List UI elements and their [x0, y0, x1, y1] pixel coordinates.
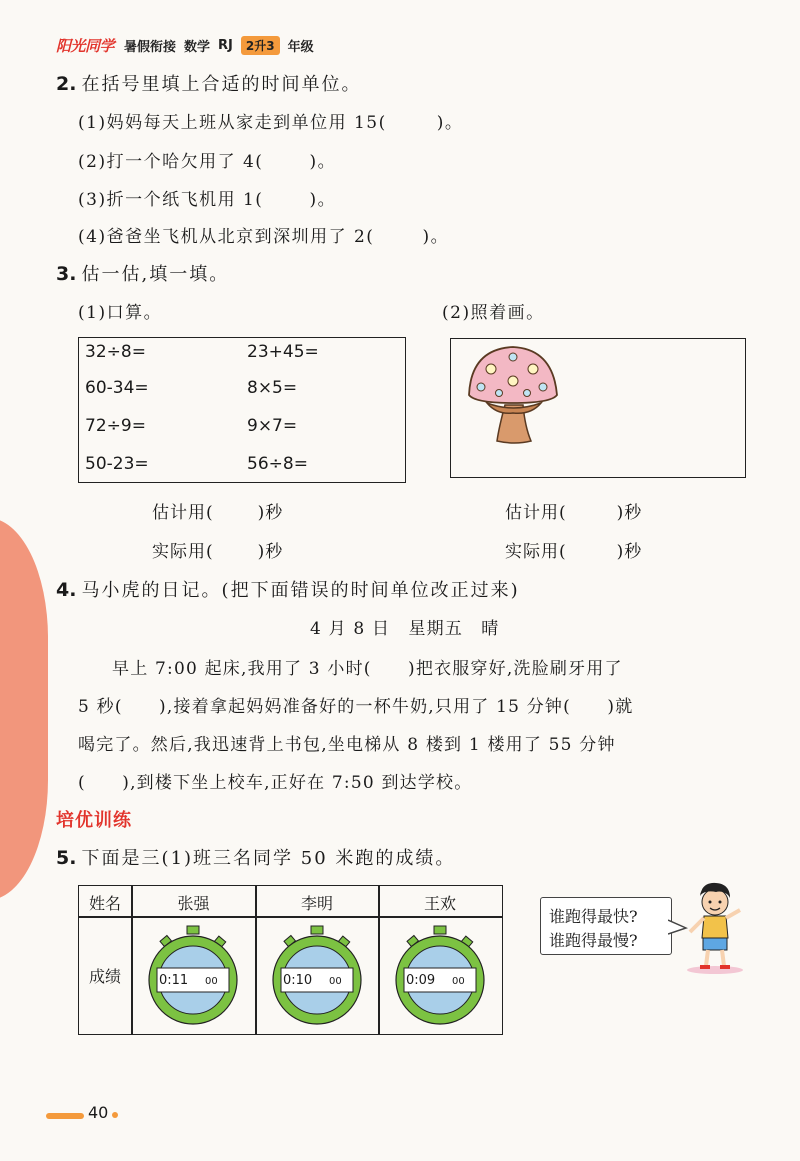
brand-logo: 阳光同学: [56, 36, 115, 55]
stopwatch-hundredths: 00: [329, 976, 342, 987]
q2-item-1-text: (1)妈妈每天上班从家走到单位用 15(: [78, 113, 387, 133]
q2-item-2-text: (2)打一个哈欠用了 4(: [78, 152, 264, 172]
q2-item-1: [78, 108, 463, 133]
unit-label: )秒: [616, 542, 643, 562]
speech-bubble: [540, 897, 672, 955]
q2-item-3-text: (3)折一个纸飞机用 1(: [78, 190, 264, 210]
boy-illustration: [680, 880, 750, 975]
unit-label: )秒: [257, 503, 284, 523]
stopwatch-time: 0:09: [406, 973, 436, 988]
q2-item-2: [78, 147, 336, 172]
q2-item-3: [78, 185, 336, 210]
calc-expression: 60-34=: [85, 378, 149, 398]
question-3-heading: [56, 260, 229, 286]
mushroom-illustration: [461, 343, 561, 451]
subject-label: 数学: [184, 39, 211, 55]
actual-row-right: [505, 537, 642, 562]
stopwatch-hundredths: 00: [452, 976, 465, 987]
calc-expression: 9×7=: [247, 416, 298, 436]
student-name: 张强: [177, 894, 210, 913]
q2-item-4-close: )。: [422, 227, 450, 247]
page-header: [56, 34, 322, 56]
side-tab-decoration: [0, 518, 48, 900]
mental-math-box: [78, 337, 406, 483]
estimate-row-left: [152, 498, 283, 523]
grade-suffix: 年级: [287, 39, 314, 55]
drawing-box[interactable]: [450, 338, 746, 478]
stopwatch-time: 0:11: [159, 973, 189, 988]
footer-bar: [46, 1113, 84, 1119]
diary-line: 喝完了。然后,我迅速背上书包,坐电梯从 8 楼到 1 楼用了 55 分钟: [78, 735, 616, 755]
diary-date-line: 4 月 8 日 星期五 晴: [310, 619, 500, 639]
table-header-name: 姓名: [88, 894, 121, 913]
stopwatch-hundredths: 00: [205, 976, 218, 987]
page-number: 40: [88, 1103, 109, 1122]
question-title: 马小虎的日记。(把下面错误的时间单位改正过来): [81, 580, 520, 601]
q2-item-4: [78, 222, 449, 247]
table-header-score: 成绩: [88, 967, 121, 986]
estimate-row-right: [505, 498, 642, 523]
stopwatch-time: 0:10: [283, 973, 313, 988]
question-2-heading: [56, 70, 362, 96]
q2-item-4-text: (4)爸爸坐飞机从北京到深圳用了 2(: [78, 227, 375, 247]
student-name: 李明: [300, 894, 333, 913]
student-name: 王欢: [423, 894, 456, 913]
calc-expression: 50-23=: [85, 454, 149, 474]
question-number: 3.: [56, 263, 77, 285]
section-title: 培优训练: [56, 810, 132, 831]
stopwatch-icon: [271, 924, 363, 1026]
speech-line: 谁跑得最慢?: [549, 931, 638, 950]
unit-label: )秒: [616, 503, 643, 523]
estimate-label: 估计用(: [505, 503, 567, 523]
question-title: 在括号里填上合适的时间单位。: [81, 74, 362, 95]
question-number: 4.: [56, 579, 77, 601]
edition-label: RJ: [218, 37, 233, 53]
footer-dot: [112, 1112, 118, 1118]
results-table: [78, 885, 503, 1035]
stopwatch-icon: [394, 924, 486, 1026]
actual-label: 实际用(: [152, 542, 214, 562]
grade-badge: 2升3: [241, 36, 280, 55]
question-4-heading: [56, 576, 520, 602]
table-divider: [79, 916, 502, 918]
question-title: 下面是三(1)班三名同学 50 米跑的成绩。: [81, 848, 456, 869]
actual-row-left: [152, 537, 283, 562]
calc-expression: 56÷8=: [247, 454, 308, 474]
question-title: 估一估,填一填。: [81, 264, 230, 285]
calc-expression: 32÷8=: [85, 342, 146, 362]
diary-line: 5 秒( ),接着拿起妈妈准备好的一杯牛奶,只用了 15 分钟( )就: [78, 697, 634, 717]
q3-part1-label: (1)口算。: [78, 303, 163, 323]
diary-line: 早上 7:00 起床,我用了 3 小时( )把衣服穿好,洗脸刷牙用了: [112, 659, 623, 679]
stopwatch-icon: [147, 924, 239, 1026]
series-label: 暑假衔接: [124, 39, 177, 55]
calc-expression: 72÷9=: [85, 416, 146, 436]
calc-expression: 23+45=: [247, 342, 319, 362]
unit-label: )秒: [257, 542, 284, 562]
actual-label: 实际用(: [505, 542, 567, 562]
estimate-label: 估计用(: [152, 503, 214, 523]
q2-item-2-close: )。: [309, 152, 337, 172]
question-5-heading: [56, 844, 455, 870]
calc-expression: 8×5=: [247, 378, 298, 398]
question-number: 2.: [56, 73, 77, 95]
q3-part2-label: (2)照着画。: [442, 303, 545, 323]
q2-item-1-close: )。: [436, 113, 464, 133]
q2-item-3-close: )。: [309, 190, 337, 210]
question-number: 5.: [56, 847, 77, 869]
speech-line: 谁跑得最快?: [549, 907, 638, 926]
diary-line: ( ),到楼下坐上校车,正好在 7:50 到达学校。: [78, 773, 473, 793]
